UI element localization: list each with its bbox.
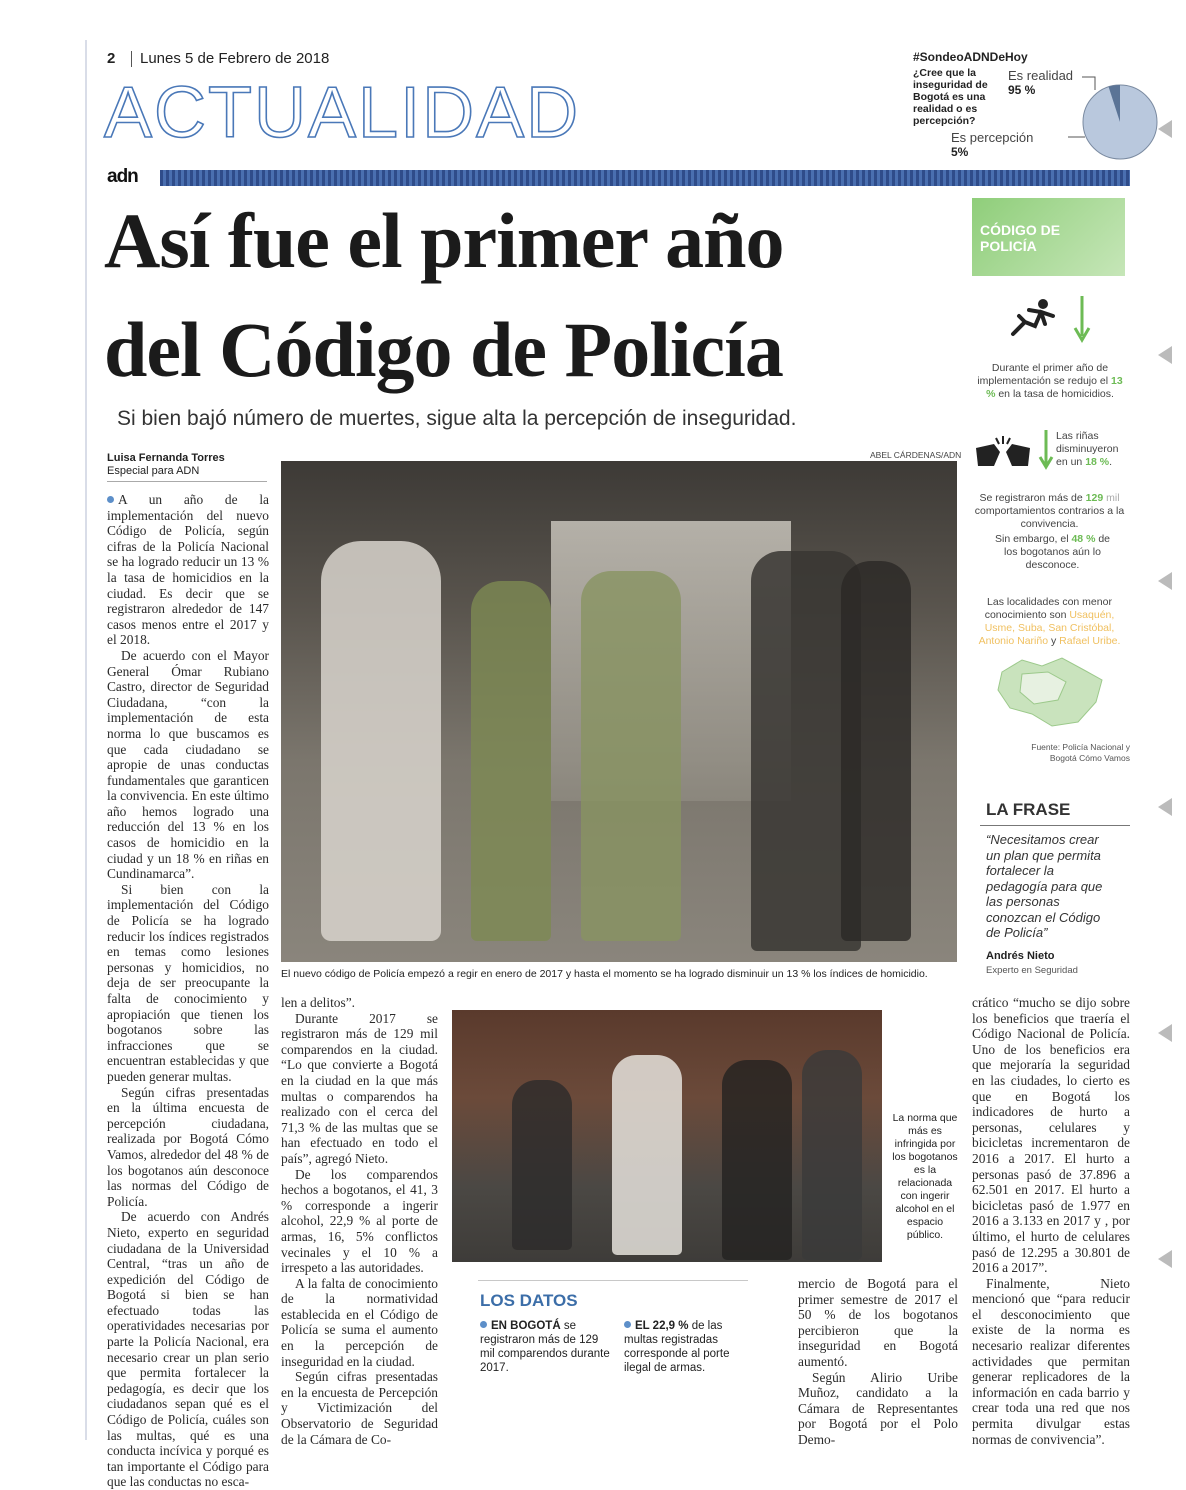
poll-leader-line-realidad [1082,77,1095,90]
col1-paragraph: A un año de la implementación del nuevo Código de Policía, según cifras de la Policía Nacional se ha logrado reducir un 13 % la tasa de homicidios en la ciudad. Es decir que se registraron alrededor de 147 casos menos entre el 2017 y el 2018. [107,492,269,648]
stat-homicidios: Durante el primer año de implementación se redujo el 13 % en la tasa de homicidios. [977,362,1123,400]
sidebar-source: Fuente: Policía Nacional y Bogotá Cómo Vamos [1031,742,1130,763]
bogota-map-icon [992,652,1112,732]
stat-rinas: Las riñas disminuyeron en un 18 %. [1056,430,1119,468]
runner-icon [1005,298,1059,338]
page-date: Lunes 5 de Febrero de 2018 [140,50,330,67]
col1-paragraph: Si bien con la implementación del Código de Policía se ha logrado reducir los índices registrados en temas como lesiones personas y homicidios, no deja de ser preocupante la falta de conocimiento y apropiación que tienen los bogotanos sobre las infracciones que se encuentran establecidas y que pueden generar multas. [107,881,269,1084]
headline-line-1: Así fue el primer año [104,197,784,284]
article-column-2 [281,995,438,1447]
los-datos-item-2: EL 22,9 % de las multas registradas corresponde al porte ilegal de armas. [624,1320,730,1374]
margin-marker [1158,1250,1172,1268]
stat-desconoce: Sin embargo, el 48 % de los bogotanos aún lo desconoce. [995,533,1111,571]
stat-comportamientos: Se registraron más de 129 mil comportamientos contrarios a la convivencia. [974,492,1125,530]
col2-paragraph: len a delitos”. [281,995,355,1010]
la-frase-title: LA FRASE [986,800,1071,819]
poll-realidad-value: 95 % [1008,83,1036,97]
secondary-photo-caption: La norma que más es infringida por los bogotanos es la relacionada con ingerir alcohol en el espacio público. [892,1112,958,1241]
section-title: ACTUALIDAD [104,73,581,153]
article-column-1 [107,492,269,1490]
fist-fight-icon [972,432,1034,472]
col1-paragraph: Según cifras presentadas en la última encuesta de percepción ciudadana, realizada por Bogotá Cómo Vamos, alrededor del 48 % de los bogotanos aún desconoce las normas del Código de Policía. [107,1084,269,1209]
secondary-photo [452,1010,882,1262]
article-column-4 [972,995,1130,1447]
localidades-text: Las localidades con menor conocimiento son Usaquén, Usme, Suba, San Cristóbal, Antonio Nariño y Rafael Uribe. [978,596,1121,647]
la-frase-role: Experto en Seguridad [986,965,1078,976]
poll-percepcion-label: Es percepción [951,130,1034,145]
col2-paragraph: Durante 2017 se registraron más de 129 mil comparendos en la ciudad. “Lo que convierte a Bogotá en la ciudad en la que más multas o comparendos ha realizado con el cerca del 71,3 % de las multas que se han efectuado en todo el país”, agregó Nieto. [281,1010,438,1166]
margin-marker [1158,1024,1172,1042]
col2-paragraph: Según cifras presentadas en la encuesta de Percepción y Victimización del Observatorio de Seguridad de la Cámara de Co- [281,1369,438,1447]
margin-marker [1158,798,1172,816]
photo-person-2 [471,581,551,941]
la-frase-author: Andrés Nieto [986,950,1055,962]
bullet-dot-icon [107,496,114,503]
col4-paragraph: Finalmente, Nieto mencionó que “para reducir el desconocimiento que existe de la norma es necesario realizar diferentes actividades que permitan generar replicadores de la información en cada barrio y crear toda una red que nos permita divulgar estas normas de convivencia”. [972,1275,1130,1447]
photo-person-1 [321,541,441,941]
down-arrow-icon [1039,430,1053,470]
la-frase-quote: “Necesitamos crear un plan que permita fortalecer la pedagogía para que las personas conozcan el Código de Policía” [986,832,1103,940]
bullet-dot-icon [480,1321,487,1328]
photo2-person-2 [512,1080,572,1250]
col4-paragraph: crático “mucho se dijo sobre los beneficios que traería el Código Nacional de Policía. Uno de los beneficios era que mejoraría la seguridad en las ciudades, lo cierto es que en Bogotá los indicadores de hurto a personas, celulares y bicicletas incrementaron de 2016 a 2017. El hurto a personas pasó de 37.896 a 62.501 en 2017. El hurto a bicicletas pasó de 1.977 en 2016 a 3.133 en 2017 y , por último, el hurto de celulares pasó de 12.295 a 30.801 de 2016 a 2017”. [972,995,1130,1276]
poll-pie-chart [1055,60,1165,170]
byline-rule [107,481,267,482]
photo-person-5 [841,561,911,941]
article-column-3 [798,1276,958,1447]
poll-question: ¿Cree que la inseguridad de Bogotá es una realidad o es percepción? [913,67,988,127]
brand-bar [160,170,1130,186]
poll-hashtag: #SondeoADNDeHoy [913,50,1028,64]
margin-marker [1158,120,1172,138]
bullet-dot-icon [624,1321,631,1328]
headline-line-2: del Código de Policía [104,306,783,393]
los-datos-rule [478,1280,748,1281]
sidebar-title: CÓDIGO DE POLICÍA [980,222,1061,254]
photo2-person-4 [802,1050,862,1260]
los-datos-title: LOS DATOS [480,1291,578,1310]
margin-marker [1158,572,1172,590]
author-role: Especial para ADN [107,465,200,477]
col2-paragraph: De los comparendos hechos a bogotanos, el 41, 3 % corresponde a ingerir alcohol, 22,9 % al porte de armas, 16, 5% conflictos vecinales y el 10 % a irrespeto a las autoridades. [281,1166,438,1276]
poll-realidad-label: Es realidad [1008,68,1074,83]
col1-paragraph: De acuerdo con Andrés Nieto, experto en seguridad ciudadana de la Universidad Central, “tras un año de expedición del Código de Bogotá si bien se han efectuado todas las operatividades necesarias por parte la Policía Nacional, era necesario crear un plan serio que permita fortalecer la pedagogía, es decir que los ciudadanos sepan qué es el Código de Policía, cuáles son las multas, qué es una conducta incívica y porqué es tan importante el Código para que las conductas no esca- [107,1209,269,1490]
col3-paragraph: Según Alirio Uribe Muñoz, candidato a la Cámara de Representantes por Bogotá por el Polo Demo- [798,1369,958,1447]
page-number: 2 [107,50,116,67]
col2-paragraph: A la falta de conocimiento de la normatividad establecida en el Código de Policía se suma el aumento en la percepción de inseguridad en la ciudad. [281,1275,438,1369]
col3-paragraph: mercio de Bogotá para el primer semestre de 2017 el 50 % de los bogotanos percibieron que la inseguridad en Bogotá aumentó. [798,1276,958,1369]
photo2-person-3 [722,1060,792,1260]
margin-marker [1158,346,1172,364]
scan-edge [85,40,87,1440]
article-subtitle: Si bien bajó número de muertes, sigue alta la percepción de inseguridad. [117,407,797,430]
down-arrow-icon [1073,296,1091,344]
poll-percepcion-value: 5% [951,145,969,159]
photo2-person-1 [612,1055,682,1255]
col1-paragraph: De acuerdo con el Mayor General Ómar Rubiano Castro, director de Seguridad Ciudadana, “con la implementación de esta norma lo que buscamos es que cada ciudadano se apropie de unas conductas fundamentales que garanticen la convivencia. En este último año hemos logrado una reducción del 13 % en los casos de homicidio en la ciudad y un 18 % en riñas en Cundinamarca”. [107,647,269,882]
photo-credit: ABEL CÁRDENAS/ADN [870,450,962,460]
la-frase-rule [980,825,1130,826]
photo-person-3 [581,571,681,941]
main-photo [281,461,957,962]
main-photo-caption: El nuevo código de Policía empezó a regir en enero de 2017 y hasta el momento se ha logrado disminuir un 13 % los índices de homicidio. [281,968,928,980]
header-divider [131,51,132,67]
author-name: Luisa Fernanda Torres [107,452,225,464]
adn-logo: adn [107,166,138,187]
los-datos-item-1: EN BOGOTÁ se registraron más de 129 mil comparendos durante 2017. [480,1320,610,1374]
